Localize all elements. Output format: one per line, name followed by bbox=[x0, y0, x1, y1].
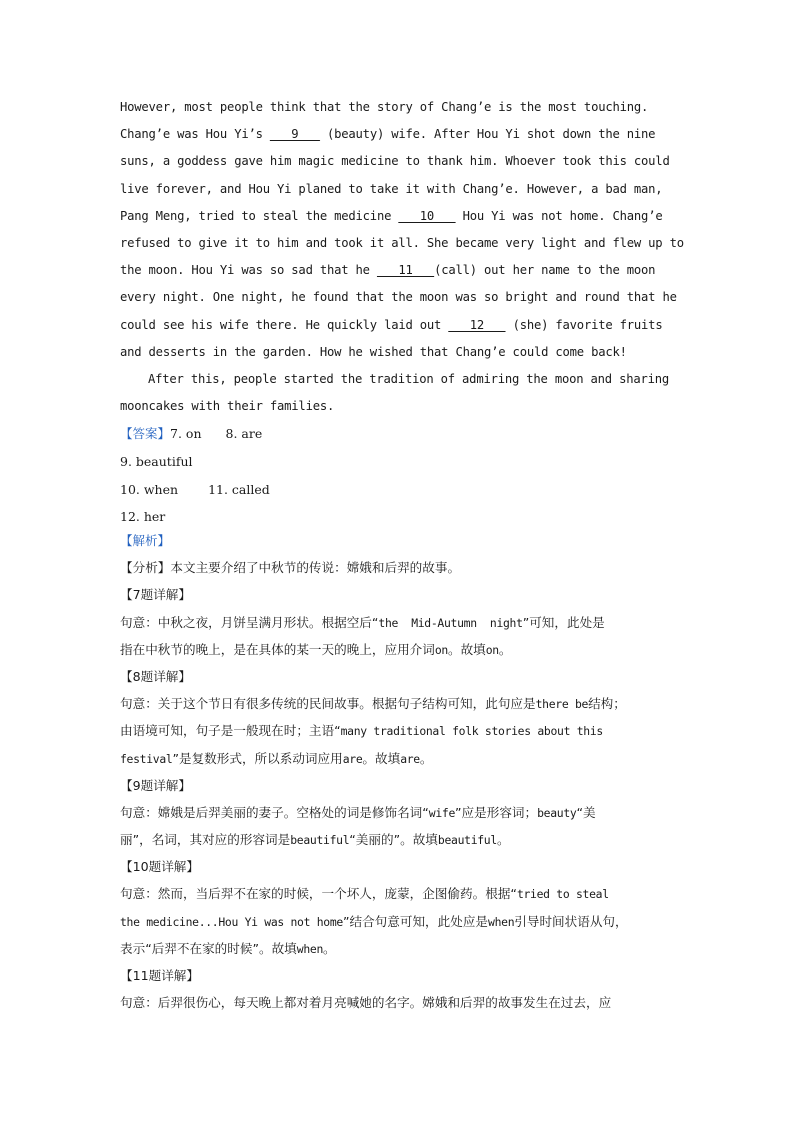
q8-text: 。故填 bbox=[362, 750, 401, 766]
q10-heading bbox=[120, 853, 690, 880]
q10-word: when bbox=[296, 941, 324, 956]
q8-line bbox=[120, 717, 690, 744]
passage-text-run: and desserts in the garden. How he wished that Chang’e could come back! bbox=[120, 344, 627, 359]
q10-text: 表示“后羿不在家的时候”。故填 bbox=[120, 940, 297, 956]
q7-text: ”可知，此处是 bbox=[522, 614, 605, 630]
q11-text: 句意：后羿很伤心，每天晚上都对着月亮喊她的名字。嫦娥和后羿的故事发生在过去，应 bbox=[120, 995, 612, 1011]
q7-line bbox=[120, 636, 690, 663]
q8-word: there be bbox=[535, 697, 589, 712]
passage-text-run: (beauty) wife. After Hou Yi shot down the nine bbox=[319, 127, 656, 142]
q10-text: ”结合句意可知，此处应是 bbox=[342, 913, 489, 929]
q7-word: on bbox=[485, 642, 499, 657]
q10-line bbox=[120, 908, 690, 935]
passage-text bbox=[120, 94, 690, 420]
passage-text-run: Pang Meng, tried to steal the medicine bbox=[120, 208, 399, 223]
q10-word: when bbox=[488, 914, 515, 929]
passage-line bbox=[120, 94, 690, 121]
q8-text: 结构； bbox=[588, 696, 626, 712]
passage-line bbox=[120, 230, 690, 257]
q8-line bbox=[120, 745, 690, 772]
q9-line bbox=[120, 799, 690, 826]
q11-line bbox=[120, 989, 690, 1016]
q9-text: 丽”，名词，其对应的形容词是 bbox=[120, 832, 291, 848]
q10-text: 句意：然而，当后羿不在家的时候，一个坏人，庞蒙，企图偷药。根据“ bbox=[120, 886, 517, 902]
q11-heading-text: 【11题详解】 bbox=[120, 968, 199, 983]
passage-text-run: (call) out her name to the moon bbox=[434, 263, 656, 278]
q7-heading-text: 【7题详解】 bbox=[120, 587, 191, 603]
q9-text: ”应是形容词； bbox=[455, 804, 538, 820]
summary-line bbox=[120, 554, 690, 581]
q9-heading bbox=[120, 772, 690, 799]
q9-word: beauty bbox=[537, 805, 577, 820]
answer-line bbox=[120, 420, 690, 448]
passage-line bbox=[120, 148, 690, 175]
passage-line bbox=[120, 121, 690, 148]
q7-text: 。 bbox=[498, 641, 512, 657]
passage-text-run: every night. One night, he found that the moon was so bright and round that he bbox=[120, 290, 677, 305]
q8-quote: festival bbox=[120, 751, 173, 766]
answer-line bbox=[120, 476, 690, 504]
passage-text-run: suns, a goddess gave him magic medicine to thank him. Whoever took this could bbox=[120, 154, 670, 169]
answer-12: 12. her bbox=[120, 509, 166, 525]
q10-text: 引导时间状语从句， bbox=[514, 913, 628, 929]
passage-text-run: Chang’e was Hou Yi’s bbox=[120, 127, 270, 142]
answer-10: 10. when bbox=[120, 481, 179, 497]
answer-key bbox=[120, 420, 690, 531]
passage-line bbox=[120, 339, 690, 366]
answer-line bbox=[120, 448, 690, 476]
passage-text-run: (she) favorite fruits bbox=[505, 317, 663, 332]
summary-tag: 【分析】 bbox=[120, 560, 171, 576]
q10-quote: the medicine...Hou Yi was not home bbox=[120, 914, 343, 929]
answer-7: 7. on bbox=[170, 426, 202, 441]
q9-heading-text: 【9题详解】 bbox=[120, 777, 191, 793]
q9-text: 。 bbox=[496, 832, 510, 848]
passage-line bbox=[120, 203, 690, 230]
passage-line bbox=[120, 176, 690, 203]
passage-text-run: could see his wife there. He quickly laid out bbox=[120, 317, 449, 332]
q9-text: “美 bbox=[576, 804, 596, 820]
passage-line bbox=[120, 257, 690, 284]
passage-text-run: live forever, and Hou Yi planed to take it with Chang’e. However, a bad man, bbox=[120, 181, 663, 196]
q9-word: beautiful bbox=[437, 833, 497, 848]
blank-10: ___10___ bbox=[398, 208, 456, 223]
q10-line bbox=[120, 935, 690, 962]
answer-9: 9. beautiful bbox=[120, 453, 193, 469]
q8-text: ”是复数形式，所以系动词应用 bbox=[172, 750, 343, 766]
q7-heading bbox=[120, 581, 690, 608]
q7-word: on bbox=[434, 642, 448, 657]
q7-text: 指在中秋节的晚上，是在具体的某一天的晚上，应用介词 bbox=[120, 641, 435, 657]
analysis-tag: 【解析】 bbox=[120, 533, 171, 548]
summary-text: 本文主要介绍了中秋节的传说：嫦娥和后羿的故事。 bbox=[170, 560, 461, 576]
q9-word: wife bbox=[428, 805, 456, 820]
q9-text: 句意：嫦娥是后羿美丽的妻子。空格处的词是修饰名词“ bbox=[120, 804, 429, 820]
q9-text: “美丽的”。故填 bbox=[349, 832, 438, 848]
passage-text-run: After this, people started the tradition of admiring the moon and sharing bbox=[148, 371, 670, 386]
q7-quote: the Mid-Autumn night bbox=[378, 615, 523, 630]
q7-text: 。故填 bbox=[447, 641, 486, 657]
q8-line bbox=[120, 690, 690, 717]
q8-quote: many traditional folk stories about this bbox=[340, 724, 603, 739]
q9-line bbox=[120, 826, 690, 853]
passage-line bbox=[120, 366, 690, 393]
analysis-tag-line bbox=[120, 527, 690, 554]
q8-heading-text: 【8题详解】 bbox=[120, 668, 191, 684]
q7-text: 句意：中秋之夜，月饼呈满月形状。根据空后“ bbox=[120, 614, 379, 630]
passage-text-run: However, most people think that the story of Chang’e is the most touching. bbox=[120, 100, 649, 114]
q8-word: are bbox=[342, 751, 363, 766]
answer-tag: 【答案】 bbox=[120, 426, 171, 441]
q8-text: 由语境可知，句子是一般现在时；主语“ bbox=[120, 723, 341, 739]
q9-word: beautiful bbox=[290, 833, 350, 848]
passage-text-run: refused to give it to him and took it all. She became very light and flew up to bbox=[120, 235, 684, 250]
q8-word: are bbox=[400, 751, 420, 766]
passage-line bbox=[120, 284, 690, 311]
passage-line bbox=[120, 393, 690, 420]
q7-line bbox=[120, 609, 690, 636]
q8-heading bbox=[120, 663, 690, 690]
passage-text-run: Hou Yi was not home. Chang’e bbox=[455, 208, 663, 223]
blank-9: ___9___ bbox=[269, 127, 320, 142]
q10-heading-text: 【10题详解】 bbox=[120, 859, 199, 875]
passage-text-run: mooncakes with their families. bbox=[120, 399, 335, 414]
blank-11: ___11___ bbox=[376, 263, 435, 278]
passage-line bbox=[120, 312, 690, 339]
analysis-section bbox=[120, 527, 690, 1016]
q10-line bbox=[120, 880, 690, 907]
blank-12: ___12___ bbox=[448, 317, 506, 332]
q8-text: 。 bbox=[419, 750, 433, 766]
answer-8: 8. are bbox=[225, 426, 263, 441]
answer-11: 11. called bbox=[208, 481, 270, 497]
q10-text: 。 bbox=[323, 940, 336, 956]
q8-text: 句意：关于这个节日有很多传统的民间故事。根据句子结构可知，此句应是 bbox=[120, 696, 536, 712]
q10-quote: tried to steal bbox=[516, 887, 609, 902]
passage-text-run: the moon. Hou Yi was so sad that he bbox=[120, 263, 377, 278]
q11-heading bbox=[120, 962, 690, 989]
